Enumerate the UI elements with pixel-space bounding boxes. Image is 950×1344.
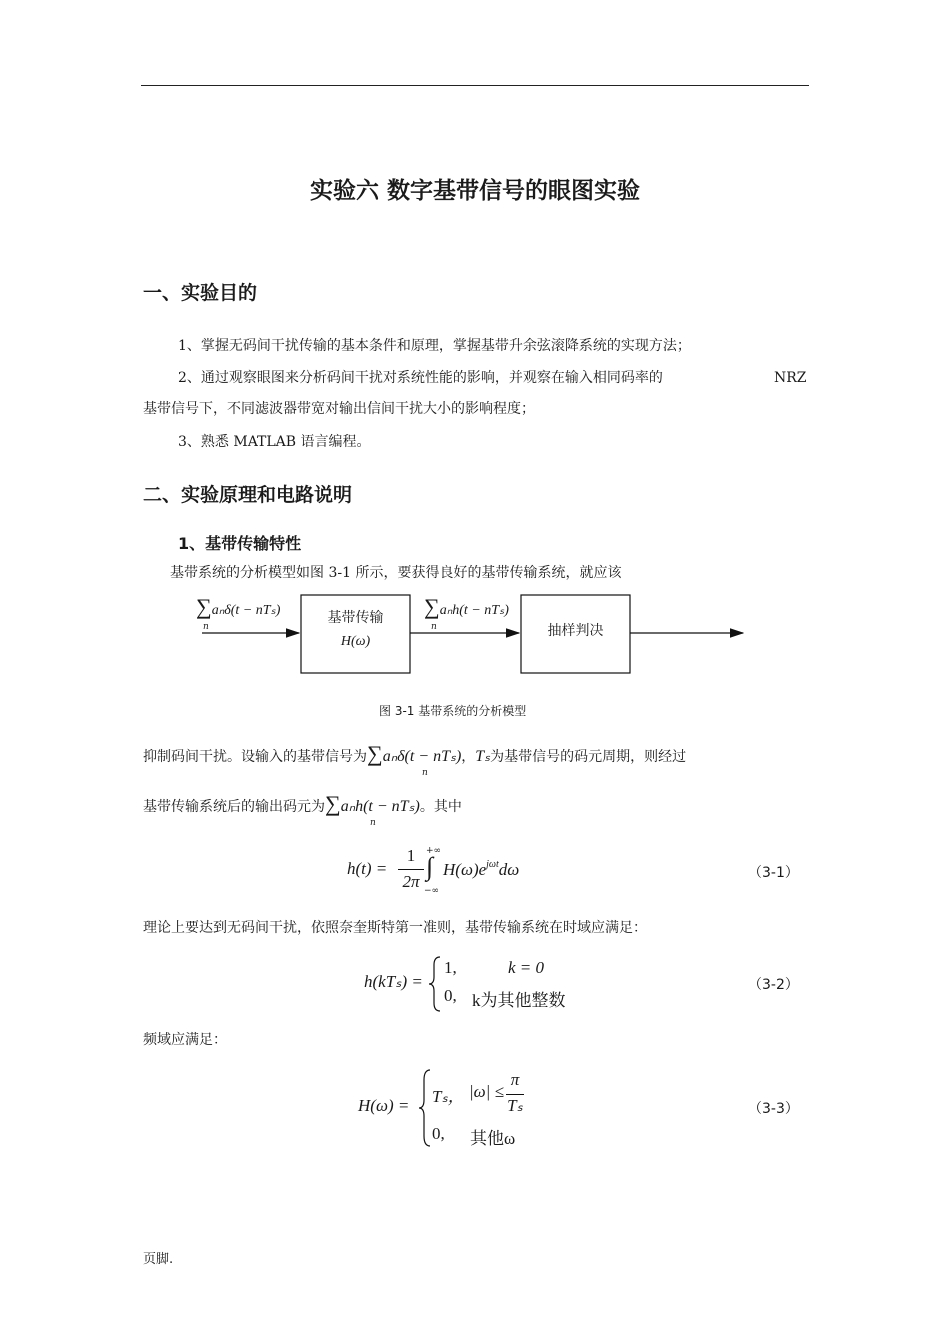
eq3-fraction-denominator: Tₛ [507, 1096, 523, 1115]
input-sum-index: n [203, 622, 209, 632]
para1-ts: Tₛ [475, 748, 491, 765]
eq1-denominator: 2π [402, 872, 420, 891]
para2-text-a: 基带传输系统后的输出码元为 [143, 799, 325, 815]
block1-label-line1: 基带传输 [327, 610, 384, 626]
eq2-case2-condition: k为其他整数 [472, 991, 566, 1010]
objective-item-1: 1、掌握无码间干扰传输的基本条件和原理，掌握基带升余弦滚降系统的实现方法； [178, 338, 691, 354]
objective-item-2-nrz: NRZ [774, 370, 807, 386]
summation-symbol: ∑ [367, 741, 383, 766]
middle-sum-index: n [431, 622, 437, 632]
eq3-case2-value: 0, [432, 1124, 445, 1143]
block1-label [301, 606, 410, 654]
para2-sum-index: n [370, 818, 376, 828]
eq2-lhs: h(kTₛ) = [364, 972, 423, 991]
section-heading-principles: 二、实验原理和电路说明 [143, 484, 353, 506]
subsection-heading-baseband: 1、基带传输特性 [178, 534, 302, 553]
header-rule [141, 85, 809, 86]
eq2-case1-condition: k = 0 [508, 958, 545, 977]
objective-item-2: 2、通过观察眼图来分析码间干扰对系统性能的影响，并观察在输入相同码率的 [178, 370, 663, 386]
paragraph-output-symbol [143, 791, 462, 817]
block2-label: 抽样判决 [547, 623, 604, 639]
eq1-upper-limit: +∞ [426, 846, 442, 856]
eq3-number: （3-3） [748, 1101, 799, 1117]
eq1-differential: dω [498, 860, 520, 879]
eq3-case1-value: Tₛ， [432, 1087, 465, 1106]
para1-text-b: ， [461, 749, 476, 765]
intro-paragraph: 基带系统的分析模型如图 3-1 所示，要获得良好的基带传输系统，就应该 [170, 565, 622, 581]
eq2-case1-value: 1, [444, 958, 457, 977]
paragraph-frequency: 频域应满足： [143, 1032, 227, 1048]
eq1-number: （3-1） [748, 865, 799, 881]
eq3-case1-condition: |ω| ≤ [469, 1082, 504, 1101]
para1-sum-index: n [422, 768, 428, 778]
input-signal-expression: aₙδ(t − nTₛ) [211, 603, 281, 618]
eq2-number: （3-2） [748, 977, 799, 993]
diagram-input-signal [196, 594, 280, 620]
eq3-fraction-bar [506, 1094, 524, 1095]
eq1-numerator: 1 [406, 846, 416, 865]
eq2-case2-value: 0, [444, 986, 457, 1005]
objective-item-3: 3、熟悉 MATLAB 语言编程。 [178, 434, 371, 450]
para2-text-b: 。其中 [419, 799, 462, 815]
para1-text-c: 为基带信号的码元周期，则经过 [490, 749, 687, 765]
eq1-lower-limit: −∞ [424, 886, 440, 896]
integral-symbol: ∫ [426, 852, 434, 881]
eq1-body [443, 859, 519, 880]
paragraph-suppress-isi [143, 741, 687, 767]
middle-signal-expression: aₙh(t − nTₛ) [439, 603, 509, 618]
summation-symbol: ∑ [325, 791, 341, 816]
para1-text-a: 抑制码间干扰。设输入的基带信号为 [143, 749, 367, 765]
summation-symbol: ∑ [424, 594, 440, 619]
paragraph-nyquist: 理论上要达到无码间干扰，依照奈奎斯特第一准则，基带传输系统在时域应满足： [143, 920, 647, 936]
eq1-exponent: jωt [486, 859, 499, 870]
figure-caption: 图 3-1 基带系统的分析模型 [379, 704, 527, 718]
eq3-case2-condition: 其他ω [470, 1129, 516, 1148]
page-title: 实验六 数字基带信号的眼图实验 [309, 178, 640, 204]
eq3-left-brace [418, 1068, 432, 1148]
para2-expression: aₙh(t − nTₛ) [340, 798, 420, 815]
objective-item-2-cont: 基带信号下，不同滤波器带宽对输出信间干扰大小的影响程度； [143, 401, 535, 417]
eq3-lhs: H(ω) = [358, 1096, 410, 1115]
eq1-lhs: h(t) = [347, 859, 388, 878]
summation-symbol: ∑ [196, 594, 212, 619]
para1-expression: aₙδ(t − nTₛ) [382, 748, 462, 765]
diagram-middle-signal [424, 594, 509, 620]
eq2-left-brace [428, 955, 442, 1013]
eq3-fraction-numerator: π [510, 1070, 520, 1089]
eq1-fraction-bar [398, 869, 424, 870]
block1-label-line2: H(ω) [340, 634, 371, 649]
eq1-body-text: H(ω)e [443, 860, 487, 879]
section-heading-objectives: 一、实验目的 [143, 282, 258, 304]
page-footer: 页脚. [143, 1252, 174, 1267]
